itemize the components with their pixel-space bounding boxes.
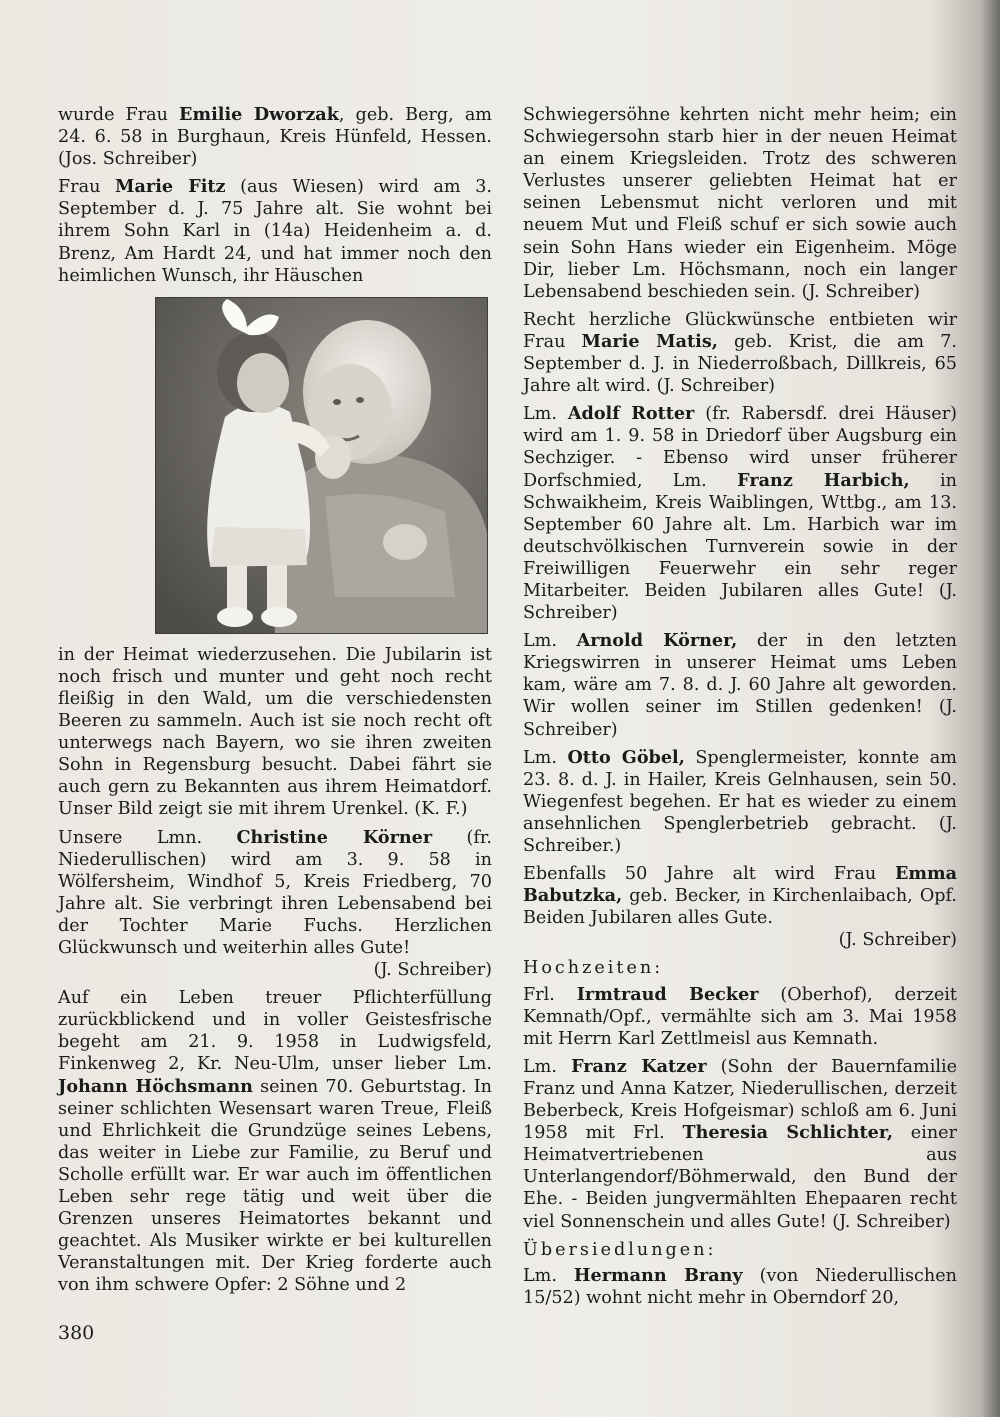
section-heading-moves: Übersiedlungen: <box>523 1239 717 1260</box>
text-segment: , geb. Berg, am 24. 6. 58 in Burghaun, Kreis Hünfeld, Hessen. (Jos. Schreiber) <box>58 105 492 170</box>
paragraph-rotter-harbich <box>523 403 957 624</box>
text-segment: (fr. Niederullischen) wird am 3. 9. 58 in Wölfersheim, Windhof 5, Kreis Friedberg, 70 Jahre alt. Sie verbringt ihren Lebensabend bei der Tochter Marie Fuchs. Herzlichen Glückwunsch und weiterhin alles Gute! <box>58 827 492 958</box>
signature: (J. Schreiber) <box>838 930 957 951</box>
person-name: Irmtraud Becker <box>576 983 759 1005</box>
text-segment: geb. Krist, die am 7. September d. J. in Niederroßbach, Dillkreis, 65 Jahre alt wird. (J. Schreiber) <box>523 331 957 397</box>
paragraph-dworzak <box>58 104 492 170</box>
page-number: 380 <box>58 1322 95 1344</box>
person-name: Franz Katzer <box>571 1055 707 1077</box>
paragraph-hoechsmann-continued: Schwiegersöhne kehrten nicht mehr heim; ein Schwiegersohn starb hier in der neuen Heimat an einem Kriegsleiden. Trotz des schweren Verlustes unserer geliebten Heimat hat er seinen Lebensmut nicht verloren und mit neuem Mut und Fleiß schuf er sich sowie auch sein Sohn Hans wieder ein Eigenheim. Möge Dir, lieber Lm. Höchsmann, noch ein langer Lebensabend beschieden sein. (J. Schreiber) <box>523 105 957 302</box>
text-segment: (fr. Rabersdf. drei Häuser) wird am 1. 9. 58 in Driedorf über Augsburg ein Sechziger. - Ebenso wird unser früherer Dorfschmied, Lm. <box>523 404 957 491</box>
paragraph-christine-koerner <box>58 827 492 960</box>
person-name: Marie Fitz <box>115 176 226 198</box>
paragraph-goebel <box>523 747 957 857</box>
text-segment: Unsere Lmn. <box>58 827 237 848</box>
text-segment: Frl. <box>523 984 577 1005</box>
photo-grandmother-with-child <box>155 297 488 634</box>
text-segment: Lm. <box>523 404 568 425</box>
person-name: Adolf Rotter <box>567 403 695 425</box>
paragraph-matis <box>523 309 957 397</box>
paragraph-brany <box>523 1265 957 1309</box>
section-heading-weddings: Hochzeiten: <box>523 958 664 979</box>
text-segment: seinen 70. Geburtstag. In seiner schlichten Wesensart waren Treue, Fleiß und Ehrlichkeit die Grundzüge seines Lebens, das weiter in Liebe zur Familie, zu Beruf und Scholle erfüllt war. Er war auch im öffentlichen Leben sehr rege tätig und weit über die Grenzen unseres Heimatortes bekannt und geachtet. Als Musiker wirkte er bei kulturellen Veranstaltungen mit. Der Krieg forderte auch von ihm schwere Opfer: 2 Söhne und 2 <box>58 1076 493 1296</box>
text-segment: (Sohn der Bauernfamilie Franz und Anna Katzer, Niederullischen, derzeit Beberbeck, Kreis Hofgeismar) schloß am 6. Juni 1958 mit Frl. <box>523 1056 957 1144</box>
text-segment: Frau <box>58 177 116 198</box>
paragraph-arnold-koerner <box>523 630 957 740</box>
text-segment: Lm. <box>523 1265 574 1286</box>
person-name: Johann Höchsmann <box>58 1075 253 1097</box>
paragraph-katzer <box>523 1056 957 1233</box>
person-name: Marie Matis, <box>581 330 718 352</box>
text-segment: Lm. <box>523 1056 572 1077</box>
text-segment: in Schwaikheim, Kreis Waiblingen, Wttbg., am 13. September 60 Jahre alt. Lm. Harbich war im deutschvölkischen Turnverein sowie in der Freiwilligen Feuerwehr ein sehr reger Mitarbeiter. Beiden Jubilaren alles Gute! (J. Schreiber) <box>523 470 957 624</box>
text-segment: wurde Frau <box>58 105 180 125</box>
paragraph-fitz <box>58 176 492 286</box>
signature: (J. Schreiber) <box>373 960 492 981</box>
text-segment: Lm. <box>523 747 568 768</box>
paragraph-babutzka <box>523 863 957 929</box>
person-name: Franz Harbich, <box>737 469 910 491</box>
right-column <box>523 104 957 1315</box>
paragraph-becker <box>523 984 957 1050</box>
text-segment: Lm. <box>523 631 577 652</box>
text-segment: (Oberhof), derzeit Kemnath/Opf., vermählte sich am 3. Mai 1958 mit Herrn Karl Zettlmeisl aus Kemnath. <box>523 984 957 1049</box>
person-name: Emilie Dworzak <box>179 104 339 125</box>
person-name: Christine Körner <box>236 826 433 848</box>
person-name: Arnold Körner, <box>576 630 738 652</box>
text-segment: der in den letzten Kriegswirren in unserer Heimat ums Leben kam, wäre am 7. 8. d. J. 60 Jahre alt geworden. Wir wollen seiner im Stillen gedenken! (J. Schreiber) <box>523 631 957 740</box>
text-segment: einer Heimatvertriebenen aus Unterlangendorf/Böhmerwald, den Bund der Ehe. - Beiden jungvermählten Ehepaaren recht viel Sonnenschein und alles Gute! (J. Schreiber) <box>523 1123 957 1232</box>
paragraph-hoechsmann <box>58 987 492 1296</box>
left-column <box>58 104 492 1302</box>
paragraph-fitz-continued: in der Heimat wiederzusehen. Die Jubilarin ist noch frisch und munter und geht noch recht fleißig in den Wald, um die verschiedensten Beeren zu sammeln. Auch ist sie noch recht oft unterwegs nach Bayern, wo sie ihren zweiten Sohn in Regensburg besucht. Dabei fährt sie auch gern zu Bekannten aus ihrem Heimatdorf. Unser Bild zeigt sie mit ihrem Urenkel. (K. F.) <box>58 644 492 820</box>
person-name: Otto Göbel, <box>567 746 685 768</box>
person-name: Hermann Brany <box>573 1264 743 1286</box>
text-segment: (von Niederullischen 15/52) wohnt nicht mehr in Oberndorf 20, <box>523 1265 957 1308</box>
person-name: Theresia Schlichter, <box>682 1122 893 1144</box>
photo-illustration <box>155 297 488 634</box>
text-segment: geb. Becker, in Kirchenlaibach, Opf. Beiden Jubilaren alles Gute. <box>523 886 957 929</box>
text-segment: Spenglermeister, konnte am 23. 8. d. J. in Hailer, Kreis Gelnhausen, sein 50. Wiegenfest begehen. Er hat es wieder zu einem ansehnlichen Spenglerbetrieb gebracht. (J. Schreiber.) <box>523 747 957 856</box>
text-segment: Auf ein Leben treuer Pflichterfüllung zurückblickend und in voller Geistesfrische begeht am 21. 9. 1958 in Ludwigsfeld, Finkenweg 2, Kr. Neu-Ulm, unser lieber Lm. <box>58 988 492 1075</box>
text-segment: Ebenfalls 50 Jahre alt wird Frau <box>523 864 895 885</box>
text-segment: Recht herzliche Glückwünsche entbieten wir Frau <box>523 309 957 352</box>
text-segment: (aus Wiesen) wird am 3. September d. J. 75 Jahre alt. Sie wohnt bei ihrem Sohn Karl in (14a) Heidenheim a. d. Brenz, Am Hardt 24, und hat immer noch den heimlichen Wunsch, ihr Häuschen <box>58 177 492 286</box>
person-name: Emma Babutzka, <box>523 863 957 907</box>
